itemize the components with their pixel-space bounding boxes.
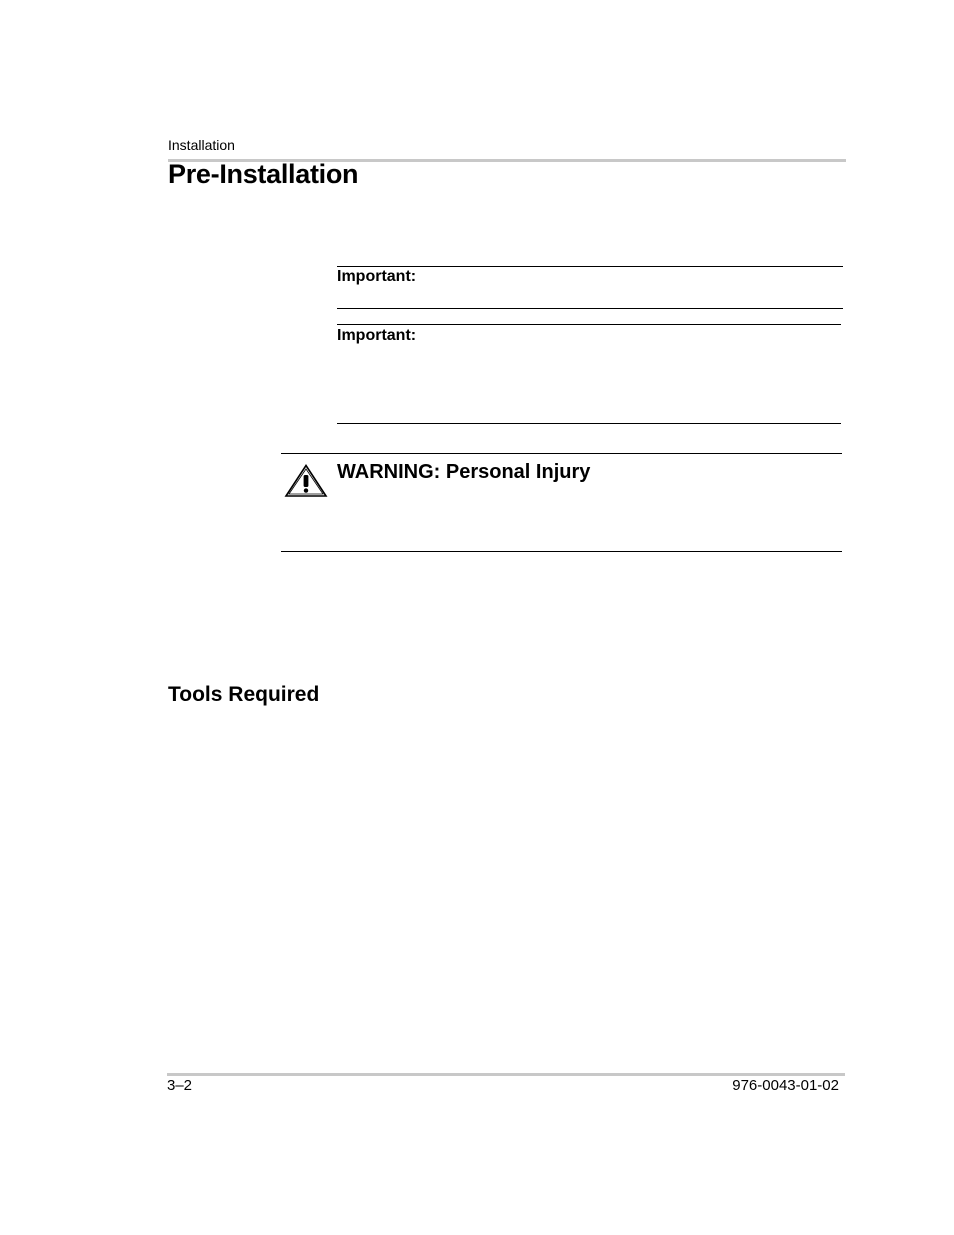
section-heading-tools-required: Tools Required — [168, 683, 320, 706]
warning-bottom-rule — [281, 551, 842, 552]
footer-divider — [167, 1073, 845, 1076]
note-2-label: Important: — [337, 327, 417, 344]
note-1-bottom-rule — [337, 308, 843, 309]
document-number: 976-0043-01-02 — [732, 1077, 839, 1094]
note-2-top-rule — [337, 324, 841, 325]
page-title: Pre-Installation — [168, 159, 359, 189]
warning-top-rule — [281, 453, 842, 454]
page-number: 3–2 — [167, 1077, 193, 1094]
note-2-bottom-rule — [337, 423, 841, 424]
warning-title: WARNING: Personal Injury — [337, 461, 591, 483]
note-1-label: Important: — [337, 268, 417, 285]
warning-triangle-icon — [284, 464, 328, 498]
running-header: Installation — [168, 137, 235, 153]
